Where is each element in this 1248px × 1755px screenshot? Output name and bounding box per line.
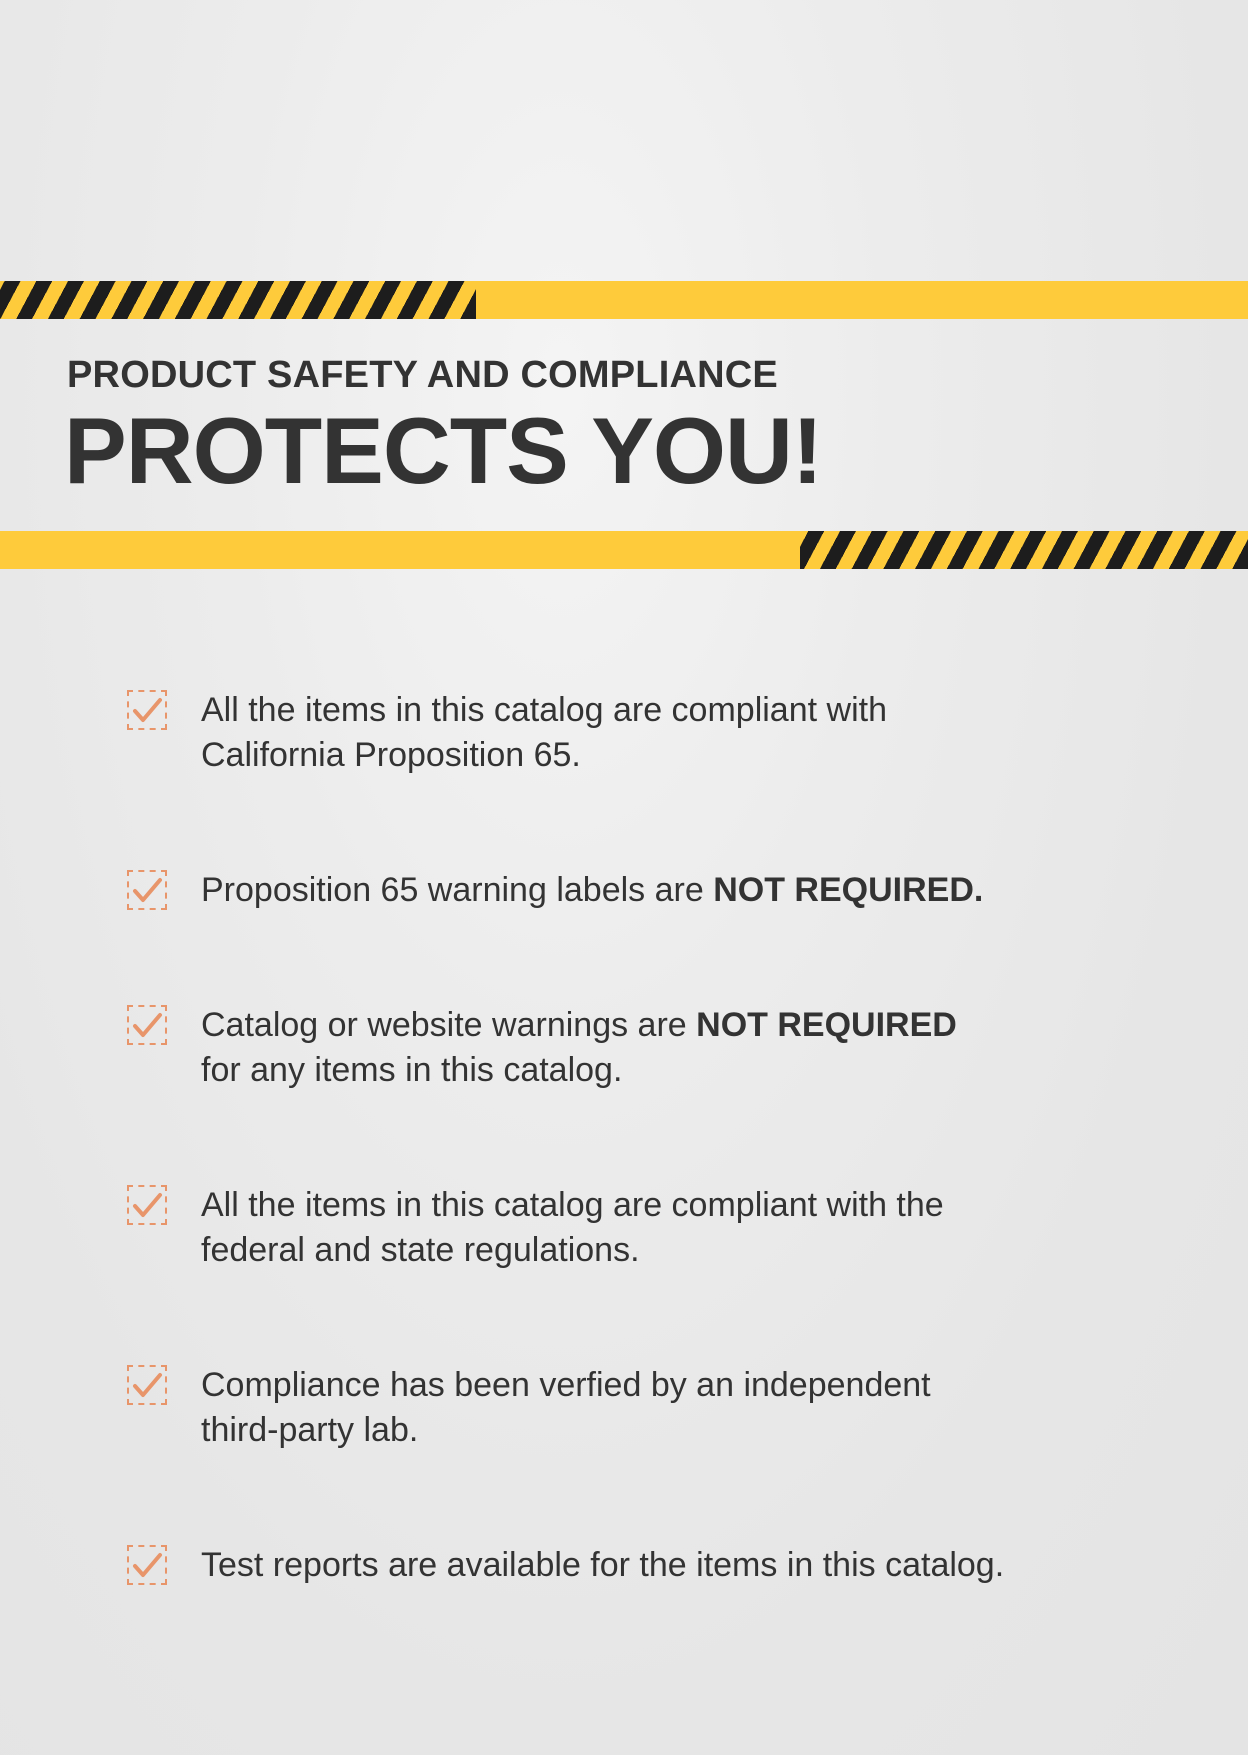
checkbox-check-icon	[127, 690, 167, 730]
bottom-hazard-stripes	[800, 531, 1248, 569]
item-line-1: Test reports are available for the items in this catalog.	[201, 1546, 1005, 1584]
page-subtitle: PRODUCT SAFETY AND COMPLIANCE	[67, 354, 778, 396]
item-text-regular: Proposition 65 warning labels are	[201, 871, 714, 909]
item-line-1: Compliance has been verfied by an independent	[201, 1366, 931, 1404]
page-title: PROTECTS YOU!	[64, 398, 823, 503]
item-line-1: All the items in this catalog are compliant with	[201, 691, 887, 729]
item-line-2: federal and state regulations.	[201, 1231, 640, 1269]
item-line-2: California Proposition 65.	[201, 736, 581, 774]
item-line-1: All the items in this catalog are compliant with the	[201, 1186, 944, 1224]
checkbox-check-icon	[127, 1185, 167, 1225]
list-item-text	[201, 1183, 1101, 1273]
item-line-2: third-party lab.	[201, 1411, 419, 1449]
checkbox-check-icon	[127, 1545, 167, 1585]
list-item-text	[201, 1363, 1101, 1453]
checkbox-check-icon	[127, 1365, 167, 1405]
top-hazard-stripes	[0, 281, 476, 319]
checkbox-check-icon	[127, 1005, 167, 1045]
item-line-2: for any items in this catalog.	[201, 1051, 623, 1089]
item-text-bold: NOT REQUIRED	[696, 1006, 957, 1044]
checkbox-check-icon	[127, 870, 167, 910]
list-item-text	[201, 688, 1101, 778]
header	[64, 354, 823, 503]
list-item-text	[201, 1543, 1101, 1588]
list-item-text	[201, 868, 1101, 913]
item-text-regular: Catalog or website warnings are	[201, 1006, 697, 1044]
list-item-text	[201, 1003, 1101, 1093]
item-text-bold: NOT REQUIRED.	[713, 871, 984, 909]
